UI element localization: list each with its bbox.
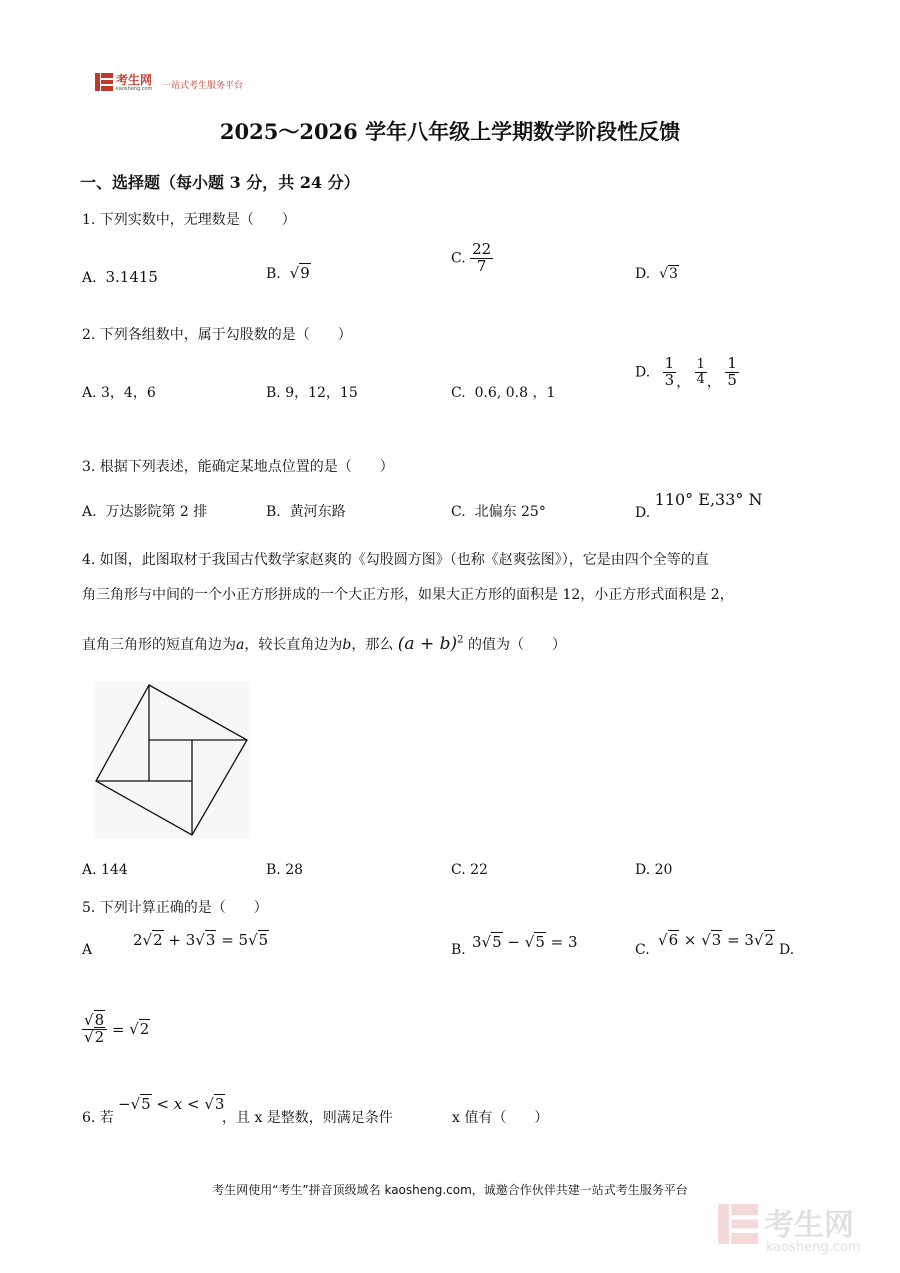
radicand: 6 <box>668 931 679 949</box>
option-label: C. <box>451 385 466 401</box>
text: ，那么 <box>351 637 394 653</box>
fraction <box>725 356 739 389</box>
q4-line-2: 角三角形与中间的一个小正方形拼成的一个大正方形，如果大正方形的面积是 12，小正方形式面积是 2， <box>82 587 734 603</box>
option-label: A. <box>82 504 97 520</box>
minus: − <box>118 1095 131 1113</box>
q3-option-d <box>635 490 762 521</box>
radicand: 5 <box>258 931 269 949</box>
term: + 3 <box>163 931 196 949</box>
term: × <box>679 931 702 949</box>
fraction <box>663 356 677 389</box>
q4-option-a: A. 144 <box>82 862 128 878</box>
q3-option-c <box>451 501 546 521</box>
option-label: C. <box>451 250 466 267</box>
q4-option-d: D. 20 <box>635 862 673 878</box>
denominator: 5 <box>727 370 737 389</box>
radicand: 3 <box>214 1095 225 1113</box>
radicand: 5 <box>141 1095 151 1113</box>
header-slogan: 一站式考生服务平台 <box>162 81 244 91</box>
q4-option-c: C. 22 <box>451 862 488 878</box>
variable-b: b <box>342 637 352 653</box>
term: − <box>502 933 525 951</box>
separator: ， <box>706 374 721 391</box>
fraction <box>470 242 493 275</box>
sqrt-expression: √8 <box>84 1011 105 1029</box>
coef: 3 <box>472 933 482 951</box>
option-label: B. <box>266 266 281 282</box>
radicand: 8 <box>94 1011 105 1029</box>
q3-stem: 3. 根据下列表述，能确定某地点位置的是（ ） <box>82 459 394 475</box>
term: = 3 <box>545 933 578 951</box>
option-label: D. <box>635 266 651 282</box>
sqrt-expression: √3 <box>659 266 678 282</box>
coef: 2 <box>133 931 143 949</box>
sqrt-expression: √5 <box>524 933 545 951</box>
radicand: 5 <box>535 933 545 951</box>
variable-a: a <box>236 637 245 653</box>
page-title: 2025～2026 学年八年级上学期数学阶段性反馈 <box>219 119 681 144</box>
q4-line-1: 4. 如图，此图取材于我国古代数学家赵爽的《勾股圆方图》（也称《赵爽弦图》），它是由四个全等的直 <box>82 552 709 568</box>
denominator: 3 <box>664 370 675 389</box>
text: 直角三角形的短直角边为 <box>82 637 236 653</box>
watermark-logo-icon <box>718 1204 758 1244</box>
option-value: 北偏东 25° <box>474 504 546 520</box>
term: = 5 <box>216 931 249 949</box>
q2-option-a: A. 3，4，6 <box>82 385 156 401</box>
q5-option-c-label: C. <box>635 942 650 958</box>
option-label: B. <box>266 504 281 520</box>
diagram-background <box>94 682 250 838</box>
q3-option-a <box>82 501 207 521</box>
option-label: A. <box>82 270 97 286</box>
radicand: 3 <box>711 931 722 949</box>
sqrt-expression: √9 <box>289 264 310 282</box>
q6-text-2: x 值有（ ） <box>452 1110 549 1126</box>
expression-base: (a + b) <box>397 634 458 654</box>
radicand: 2 <box>94 1027 105 1046</box>
q6-inequality <box>118 1095 225 1113</box>
q5-option-b <box>472 933 578 951</box>
q6-text: ，且 x 是整数，则满足条件 <box>222 1110 393 1126</box>
numerator: 1 <box>727 354 737 372</box>
zhao-shuang-diagram <box>94 682 250 838</box>
radicand: 3 <box>205 931 216 949</box>
numerator: 1 <box>664 354 675 372</box>
section-heading: 一、选择题（每小题 3 分，共 24 分） <box>80 173 360 192</box>
numerator: 1 <box>696 357 705 373</box>
q6-number: 6. 若 <box>82 1110 114 1126</box>
radicand: 3 <box>669 266 678 282</box>
exponent: 2 <box>457 634 464 646</box>
q5-option-c <box>658 931 775 949</box>
q2-option-d <box>635 356 739 391</box>
expression <box>398 634 464 654</box>
separator: ， <box>676 374 691 391</box>
radicand: 2 <box>139 1020 150 1039</box>
fraction <box>695 358 707 386</box>
denominator: 7 <box>476 256 487 275</box>
sqrt-expression: √3 <box>195 931 216 949</box>
option-value: 0.6, 0.8 ，1 <box>474 385 556 401</box>
denominator <box>82 1027 107 1046</box>
term: < x < <box>151 1095 205 1113</box>
q3-option-b <box>266 501 346 521</box>
q1-option-d <box>635 266 679 282</box>
watermark <box>718 1200 888 1260</box>
option-value: 3.1415 <box>105 268 158 286</box>
q5-option-b-label: B. <box>451 942 466 958</box>
watermark-domain: kaosheng.com <box>766 1240 861 1255</box>
option-label: D. <box>635 505 651 521</box>
radicand: 2 <box>153 931 163 949</box>
denominator: 4 <box>696 371 705 387</box>
q1-option-a <box>82 268 158 286</box>
q4-option-b: B. 28 <box>266 862 304 878</box>
q5-option-d <box>82 1013 150 1046</box>
term: = <box>107 1020 130 1039</box>
text: 的值为（ ） <box>467 637 566 653</box>
logo-icon <box>95 73 113 91</box>
q1-option-c <box>451 242 493 275</box>
footer-text: 考生网使用“考生”拼音顶级域名 kaosheng.com，诚邀合作伙伴共建一站式考生服务平台 <box>212 1183 688 1197</box>
q1-option-b <box>266 264 311 282</box>
option-value: 万达影院第 2 排 <box>105 504 208 520</box>
q2-option-c <box>451 382 555 402</box>
option-label: C. <box>451 504 466 520</box>
q1-stem: 1. 下列实数中，无理数是（ ） <box>82 212 296 228</box>
option-value: 110° E,33° N <box>654 490 763 509</box>
sqrt-expression: √5 <box>130 1095 151 1113</box>
sqrt-expression: √5 <box>248 931 269 949</box>
logo-name: 考生网 <box>116 73 153 87</box>
q5-option-a <box>133 931 269 949</box>
sqrt-expression: √6 <box>658 931 679 949</box>
sqrt-expression: √2 <box>753 931 775 949</box>
sqrt-expression: √3 <box>701 931 722 949</box>
logo-domain: kaosheng.com <box>116 86 153 92</box>
term: = 3 <box>722 931 754 949</box>
numerator: 22 <box>472 240 492 258</box>
q4-line-3 <box>82 634 566 654</box>
sqrt-expression: √2 <box>142 931 163 949</box>
q5-option-d-label: D. <box>779 942 795 958</box>
radicand: 9 <box>300 264 310 282</box>
text: ，较长直角边为 <box>244 637 343 653</box>
sqrt-expression: √5 <box>481 933 502 951</box>
sqrt-expression: √3 <box>204 1095 225 1113</box>
q2-option-b: B. 9，12，15 <box>266 385 358 401</box>
radicand: 5 <box>492 933 502 951</box>
sqrt-expression: √2 <box>129 1020 150 1039</box>
q5-stem: 5. 下列计算正确的是（ ） <box>82 900 268 916</box>
radicand: 2 <box>764 931 775 949</box>
q5-option-a-label: A <box>82 942 93 958</box>
watermark-name: 考生网 <box>764 1208 854 1243</box>
sqrt-expression: √2 <box>84 1027 105 1046</box>
q2-stem: 2. 下列各组数中，属于勾股数的是（ ） <box>82 327 352 343</box>
fraction <box>82 1013 107 1046</box>
option-label: D. <box>635 364 651 381</box>
option-value: 黄河东路 <box>289 504 346 520</box>
